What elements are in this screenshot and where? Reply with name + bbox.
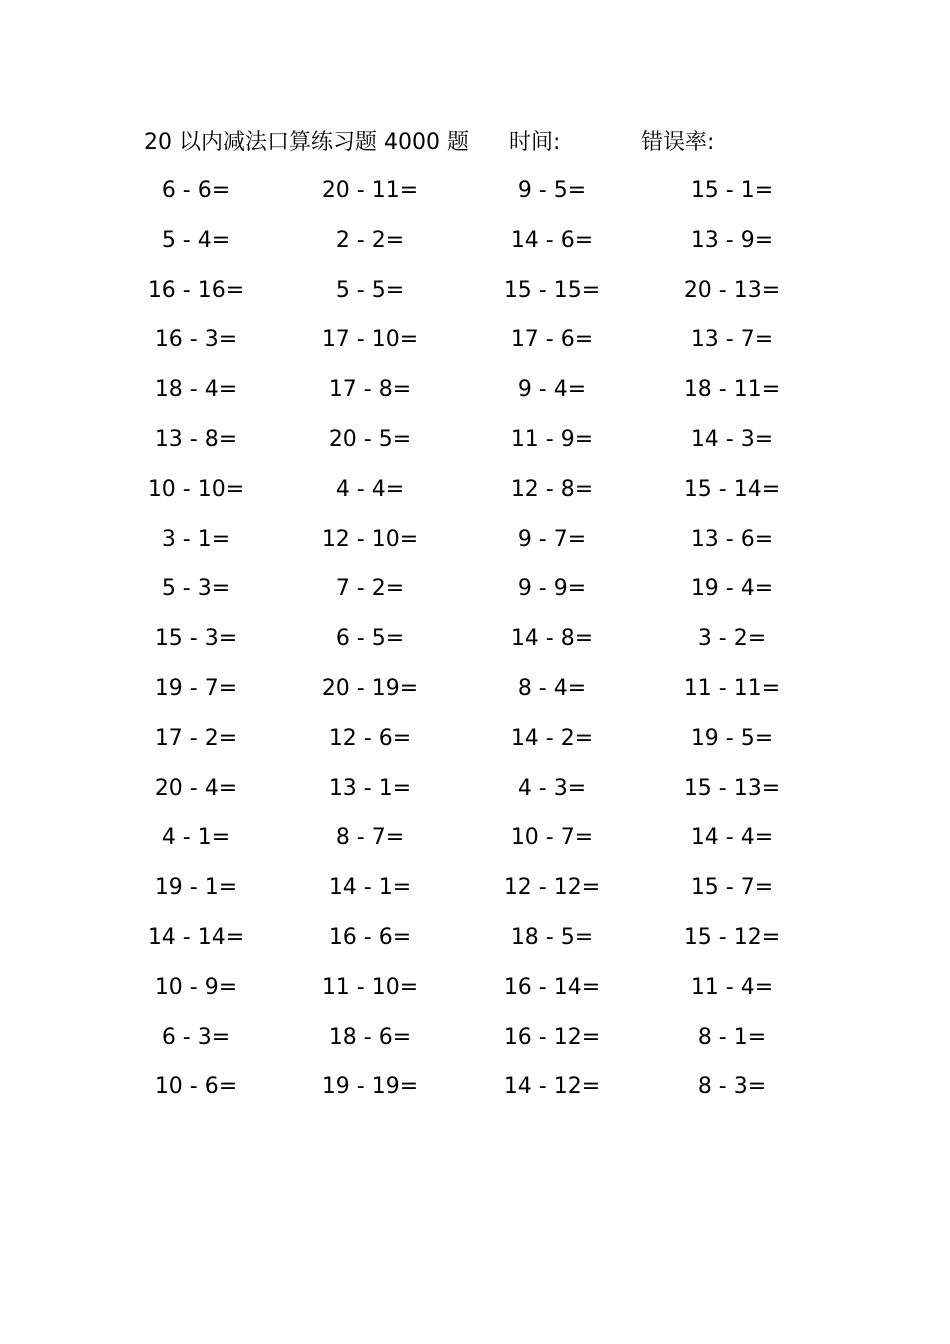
problem-item: 13 - 1= — [328, 775, 412, 801]
problem-item: 17 - 8= — [328, 377, 412, 403]
problem-item: 19 - 7= — [154, 675, 238, 701]
problem-item: 20 - 19= — [321, 675, 419, 701]
worksheet-title: 20 以内减法口算练习题 4000 题 — [144, 130, 469, 155]
problem-item: 14 - 8= — [510, 626, 594, 652]
problem-item: 6 - 3= — [161, 1024, 231, 1050]
problem-item: 12 - 6= — [328, 725, 412, 751]
problem-item: 4 - 1= — [161, 825, 231, 851]
problem-row — [0, 972, 950, 1022]
problem-row — [0, 822, 950, 872]
problem-item: 19 - 4= — [690, 576, 774, 602]
problem-item: 15 - 12= — [683, 924, 781, 950]
problem-item: 11 - 4= — [690, 974, 774, 1000]
problem-item: 16 - 3= — [154, 327, 238, 353]
problem-item: 19 - 5= — [690, 725, 774, 751]
time-label: 时间: — [509, 130, 561, 155]
problem-item: 10 - 9= — [154, 974, 238, 1000]
problem-row — [0, 374, 950, 424]
problem-item: 17 - 10= — [321, 327, 419, 353]
problem-item: 14 - 12= — [503, 1074, 601, 1100]
problem-item: 9 - 7= — [517, 526, 587, 552]
problem-item: 4 - 4= — [335, 476, 405, 502]
problem-item: 14 - 6= — [510, 227, 594, 253]
problem-item: 14 - 4= — [690, 825, 774, 851]
problem-item: 17 - 2= — [154, 725, 238, 751]
problem-row — [0, 773, 950, 823]
problem-item: 20 - 5= — [328, 426, 412, 452]
problem-item: 18 - 11= — [683, 377, 781, 403]
problem-item: 11 - 11= — [683, 675, 781, 701]
problem-item: 13 - 7= — [690, 327, 774, 353]
problem-row — [0, 872, 950, 922]
problem-item: 11 - 10= — [321, 974, 419, 1000]
problem-row — [0, 225, 950, 275]
problem-item: 15 - 1= — [690, 178, 774, 203]
problem-item: 11 - 9= — [510, 426, 594, 452]
problem-item: 13 - 6= — [690, 526, 774, 552]
problem-item: 9 - 9= — [517, 576, 587, 602]
problem-row — [0, 573, 950, 623]
problem-item: 5 - 4= — [161, 227, 231, 253]
problem-row — [0, 175, 950, 225]
problem-item: 9 - 4= — [517, 377, 587, 403]
problem-item: 10 - 10= — [147, 476, 245, 502]
problem-item: 5 - 5= — [335, 277, 405, 303]
problem-item: 8 - 4= — [517, 675, 587, 701]
problem-item: 5 - 3= — [161, 576, 231, 602]
problem-row — [0, 673, 950, 723]
problem-item: 18 - 6= — [328, 1024, 412, 1050]
problem-item: 4 - 3= — [517, 775, 587, 801]
problem-item: 6 - 6= — [161, 178, 231, 203]
problem-row — [0, 424, 950, 474]
problem-item: 15 - 15= — [503, 277, 601, 303]
problem-item: 15 - 3= — [154, 626, 238, 652]
problem-item: 14 - 2= — [510, 725, 594, 751]
problem-item: 7 - 2= — [335, 576, 405, 602]
problem-item: 9 - 5= — [517, 178, 587, 203]
problem-item: 14 - 1= — [328, 875, 412, 901]
problem-item: 12 - 12= — [503, 875, 601, 901]
problem-row — [0, 474, 950, 524]
problem-item: 20 - 13= — [683, 277, 781, 303]
problem-row — [0, 723, 950, 773]
problem-item: 16 - 12= — [503, 1024, 601, 1050]
problem-item: 14 - 14= — [147, 924, 245, 950]
problem-row — [0, 922, 950, 972]
problem-item: 15 - 13= — [683, 775, 781, 801]
problem-item: 16 - 6= — [328, 924, 412, 950]
problem-row — [0, 324, 950, 374]
problem-item: 8 - 7= — [335, 825, 405, 851]
problem-row — [0, 275, 950, 325]
problem-item: 8 - 1= — [697, 1024, 767, 1050]
problem-row — [0, 1071, 950, 1121]
problem-item: 10 - 7= — [510, 825, 594, 851]
problem-item: 18 - 5= — [510, 924, 594, 950]
problem-row — [0, 524, 950, 574]
problem-item: 3 - 2= — [697, 626, 767, 652]
problem-item: 13 - 9= — [690, 227, 774, 253]
problem-item: 16 - 16= — [147, 277, 245, 303]
problem-item: 14 - 3= — [690, 426, 774, 452]
problem-item: 20 - 11= — [321, 178, 419, 203]
problem-item: 16 - 14= — [503, 974, 601, 1000]
problem-item: 19 - 1= — [154, 875, 238, 901]
problem-item: 10 - 6= — [154, 1074, 238, 1100]
problem-item: 15 - 7= — [690, 875, 774, 901]
problem-item: 3 - 1= — [161, 526, 231, 552]
worksheet-header — [0, 126, 950, 160]
problem-item: 2 - 2= — [335, 227, 405, 253]
problem-grid — [0, 175, 950, 1121]
problem-item: 17 - 6= — [510, 327, 594, 353]
problem-row — [0, 623, 950, 673]
problem-item: 6 - 5= — [335, 626, 405, 652]
problem-item: 15 - 14= — [683, 476, 781, 502]
problem-item: 20 - 4= — [154, 775, 238, 801]
problem-item: 12 - 8= — [510, 476, 594, 502]
problem-item: 18 - 4= — [154, 377, 238, 403]
problem-item: 19 - 19= — [321, 1074, 419, 1100]
problem-item: 8 - 3= — [697, 1074, 767, 1100]
problem-row — [0, 1022, 950, 1072]
error-rate-label: 错误率: — [641, 130, 715, 155]
problem-item: 13 - 8= — [154, 426, 238, 452]
problem-item: 12 - 10= — [321, 526, 419, 552]
